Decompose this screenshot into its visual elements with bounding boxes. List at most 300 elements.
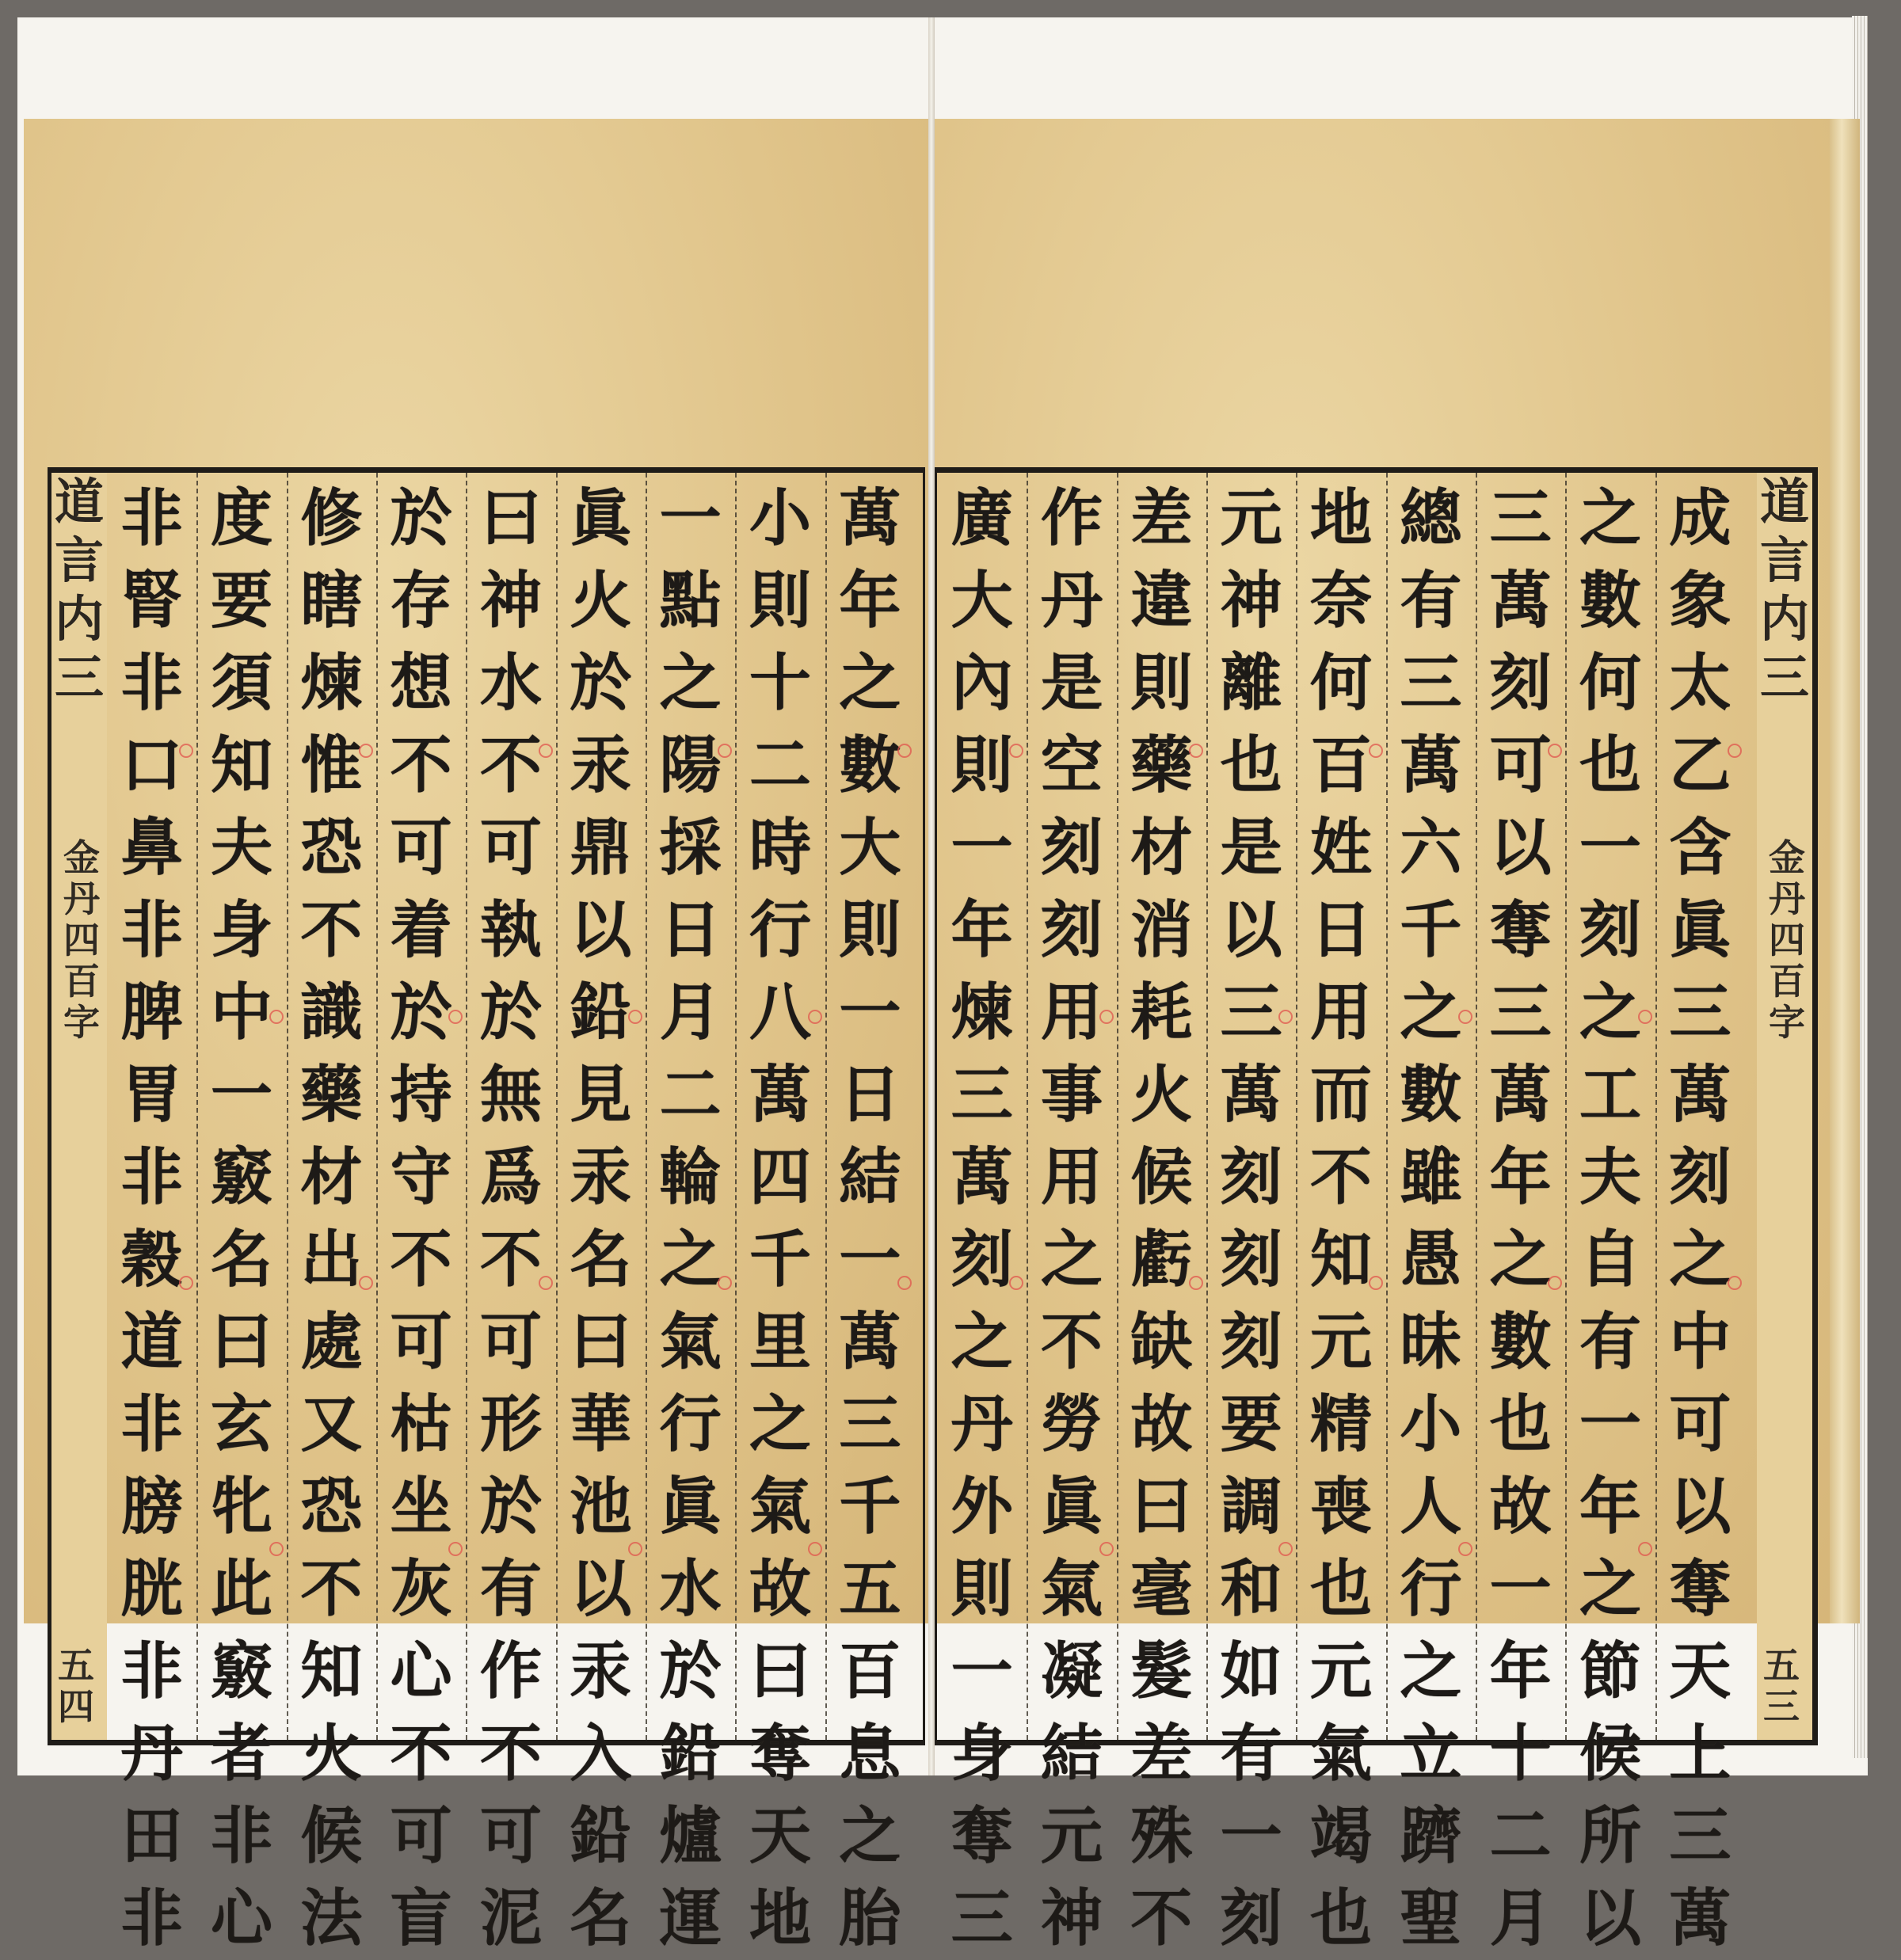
glyph: 二 [659,1059,722,1131]
glyph: 之 [1579,976,1641,1049]
glyph: 奪 [1669,1553,1731,1625]
glyph: 神 [1040,1882,1103,1954]
glyph: 喪 [1309,1471,1372,1543]
glyph: 心 [210,1882,272,1954]
glyph: 運 [659,1882,722,1954]
glyph: 地 [1309,482,1372,554]
glyph: 之 [950,1306,1013,1378]
right-section-label [1763,837,1811,1043]
glyph: 勞 [1040,1388,1103,1460]
section-char: 四 [63,919,100,961]
glyph: 輪 [659,1141,722,1213]
left-center-band [51,473,107,1740]
glyph: 神 [1220,565,1282,637]
glyph: 丹 [1040,565,1103,637]
glyph: 胃 [120,1059,183,1131]
banner-char: 三 [1760,649,1810,706]
glyph: 天 [1669,1635,1731,1707]
glyph: 眞 [1040,1471,1103,1543]
glyph: 藥 [1130,729,1193,801]
glyph: 六 [1400,812,1462,884]
glyph: 萬 [1489,565,1552,637]
glyph: 十 [1489,1718,1552,1790]
glyph: 可 [390,812,452,884]
column-rule [825,473,827,1740]
column-rule [1565,473,1567,1740]
glyph: 可 [479,1306,542,1378]
glyph: 曰 [1130,1471,1193,1543]
glyph: 持 [390,1059,452,1131]
glyph: 灰 [390,1553,452,1625]
glyph: 胎 [839,1882,901,1954]
glyph: 日 [1309,894,1372,966]
glyph: 不 [390,1224,452,1296]
glyph: 則 [839,894,901,966]
glyph: 天 [749,1800,811,1872]
column-rule [1117,473,1118,1740]
glyph: 採 [659,812,722,884]
glyph: 也 [1489,1388,1552,1460]
glyph: 着 [390,894,452,966]
glyph: 可 [390,1306,452,1378]
glyph: 事 [1040,1059,1103,1131]
glyph: 故 [1130,1388,1193,1460]
glyph: 度 [210,482,272,554]
banner-char: 内 [1760,590,1810,648]
red-punctuation-mark [359,744,373,758]
red-punctuation-mark [897,1276,912,1290]
red-punctuation-mark [539,744,553,758]
column-rule [376,473,378,1740]
glyph: 眞 [570,482,632,554]
glyph: 刻 [950,1224,1013,1296]
glyph: 元 [1040,1800,1103,1872]
glyph: 離 [1220,647,1282,719]
glyph: 刻 [1220,1882,1282,1954]
glyph: 要 [210,565,272,637]
red-punctuation-mark [897,744,912,758]
glyph: 於 [390,976,452,1049]
glyph: 非 [120,647,183,719]
glyph: 可 [390,1800,452,1872]
folio-number: 五三 [1763,1644,1800,1728]
glyph: 自 [1579,1224,1641,1296]
column-rule [1027,473,1028,1740]
glyph: 差 [1130,1718,1193,1790]
glyph: 丹 [120,1718,183,1790]
red-punctuation-mark [1728,1276,1742,1290]
glyph: 爲 [479,1141,542,1213]
red-punctuation-mark [1099,1010,1114,1024]
glyph: 之 [1669,1224,1731,1296]
glyph: 三 [1669,1800,1731,1872]
column-rule [735,473,737,1740]
glyph: 之 [1579,1553,1641,1625]
glyph: 氣 [1040,1553,1103,1625]
section-char: 丹 [1769,877,1805,920]
glyph: 行 [749,894,811,966]
glyph: 故 [1489,1471,1552,1543]
glyph: 鉛 [570,1800,632,1872]
glyph: 眞 [1669,894,1731,966]
right-center-band [1757,473,1812,1740]
book-spine [928,17,935,1775]
glyph: 不 [479,1718,542,1790]
glyph: 差 [1130,482,1193,554]
text-column [646,473,735,1954]
text-column [107,473,196,1954]
glyph: 萬 [1669,1882,1731,1954]
glyph: 作 [1040,482,1103,554]
glyph: 元 [1309,1635,1372,1707]
glyph: 於 [390,482,452,554]
glyph: 之 [1579,482,1641,554]
banner-char: 道 [1760,473,1810,531]
glyph: 大 [839,812,901,884]
glyph: 數 [839,729,901,801]
red-punctuation-mark [269,1010,284,1024]
glyph: 以 [570,894,632,966]
glyph: 聖 [1400,1882,1462,1954]
glyph: 則 [950,1553,1013,1625]
glyph: 不 [1040,1306,1103,1378]
glyph: 水 [659,1553,722,1625]
glyph: 脾 [120,976,183,1049]
glyph: 成 [1669,482,1731,554]
glyph: 三 [1669,976,1731,1049]
glyph: 二 [1489,1800,1552,1872]
red-punctuation-mark [269,1542,284,1556]
glyph: 煉 [300,647,363,719]
column-rule [287,473,288,1740]
glyph: 太 [1669,647,1731,719]
glyph: 身 [210,894,272,966]
glyph: 刻 [1040,812,1103,884]
red-punctuation-mark [1369,1276,1383,1290]
left-text-frame [48,467,925,1954]
glyph: 存 [390,565,452,637]
glyph: 候 [1579,1718,1641,1790]
glyph: 夫 [1579,1141,1641,1213]
glyph: 可 [479,812,542,884]
glyph: 可 [479,1800,542,1872]
glyph: 躋 [1400,1800,1462,1872]
right-printed-leaf [935,119,1830,1954]
glyph: 息 [839,1718,901,1790]
red-punctuation-mark [808,1542,822,1556]
glyph: 有 [479,1553,542,1625]
glyph: 數 [1579,565,1641,637]
glyph: 於 [659,1635,722,1707]
glyph: 之 [839,1800,901,1872]
banner-char: 言 [1760,531,1810,589]
glyph: 也 [1309,1553,1372,1625]
right-folio [1763,1644,1811,1728]
glyph: 者 [210,1718,272,1790]
column-rule [646,473,647,1740]
glyph: 刻 [1220,1224,1282,1296]
section-char: 金 [63,836,100,879]
glyph: 以 [570,1553,632,1625]
glyph: 萬 [1220,1059,1282,1131]
glyph: 曰 [210,1306,272,1378]
glyph: 外 [950,1471,1013,1543]
glyph: 三 [1400,647,1462,719]
glyph: 一 [950,812,1013,884]
right-banner-title [1761,473,1808,707]
glyph: 殊 [1130,1800,1193,1872]
glyph: 氣 [749,1471,811,1543]
left-banner-title [55,473,103,707]
glyph: 年 [1489,1635,1552,1707]
glyph: 膀 [120,1471,183,1543]
glyph: 不 [479,729,542,801]
glyph: 火 [570,565,632,637]
red-punctuation-mark [1189,1276,1203,1290]
section-char: 字 [63,1001,100,1044]
glyph: 萬 [1669,1059,1731,1131]
glyph: 何 [1579,647,1641,719]
column-rule [556,473,558,1740]
column-rule [466,473,467,1740]
glyph: 非 [120,482,183,554]
glyph: 有 [1400,565,1462,637]
glyph: 而 [1309,1059,1372,1131]
glyph: 鼻 [120,812,183,884]
glyph: 於 [570,647,632,719]
glyph: 惟 [300,729,363,801]
red-punctuation-mark [1458,1542,1472,1556]
glyph: 用 [1309,976,1372,1049]
red-punctuation-mark [359,1276,373,1290]
glyph: 虧 [1130,1224,1193,1296]
glyph: 人 [1400,1471,1462,1543]
glyph: 丹 [950,1388,1013,1460]
glyph: 節 [1579,1635,1641,1707]
glyph: 身 [950,1718,1013,1790]
glyph: 火 [1130,1059,1193,1131]
glyph: 不 [1130,1882,1193,1954]
glyph: 消 [1130,894,1193,966]
glyph: 之 [839,647,901,719]
glyph: 枯 [390,1388,452,1460]
glyph: 違 [1130,565,1193,637]
glyph: 三 [950,1059,1013,1131]
glyph: 夫 [210,812,272,884]
glyph: 名 [210,1224,272,1296]
glyph: 萬 [839,482,901,554]
glyph: 萬 [1489,1059,1552,1131]
glyph: 奪 [950,1800,1013,1872]
column-rule [1386,473,1388,1740]
glyph: 可 [1489,729,1552,801]
glyph: 鉛 [570,976,632,1049]
glyph: 非 [120,1141,183,1213]
glyph: 恐 [300,812,363,884]
glyph: 鉛 [659,1718,722,1790]
glyph: 上 [1669,1718,1731,1790]
section-char: 字 [1769,1001,1805,1044]
right-leaf-fold [1830,119,1860,1623]
column-rule [196,473,198,1740]
glyph: 又 [300,1388,363,1460]
glyph: 之 [1400,1635,1462,1707]
glyph: 鼎 [570,812,632,884]
glyph: 年 [1579,1471,1641,1543]
glyph: 道 [120,1306,183,1378]
glyph: 則 [950,729,1013,801]
glyph: 點 [659,565,722,637]
glyph: 結 [1040,1718,1103,1790]
glyph: 以 [1489,812,1552,884]
glyph: 候 [1130,1141,1193,1213]
glyph: 玄 [210,1388,272,1460]
text-column [825,473,915,1954]
glyph: 一 [839,976,901,1049]
glyph: 有 [1579,1306,1641,1378]
glyph: 材 [1130,812,1193,884]
glyph: 田 [120,1800,183,1872]
glyph: 胱 [120,1553,183,1625]
glyph: 竅 [210,1141,272,1213]
glyph: 要 [1220,1388,1282,1460]
glyph: 大 [950,565,1013,637]
glyph: 氣 [1309,1718,1372,1790]
glyph: 空 [1040,729,1103,801]
red-punctuation-mark [1099,1542,1114,1556]
glyph: 一 [950,1635,1013,1707]
glyph: 一 [659,482,722,554]
text-column [937,473,1027,1954]
glyph: 不 [300,1553,363,1625]
text-column [287,473,376,1954]
banner-char: 道 [55,473,105,531]
column-rule [1206,473,1208,1740]
glyph: 處 [300,1306,363,1378]
glyph: 想 [390,647,452,719]
banner-char: 内 [55,590,105,648]
glyph: 中 [210,976,272,1049]
glyph: 修 [300,482,363,554]
glyph: 小 [749,482,811,554]
glyph: 有 [1220,1718,1282,1790]
glyph: 廣 [950,482,1013,554]
red-punctuation-mark [628,1542,642,1556]
glyph: 三 [1220,976,1282,1049]
glyph: 數 [1400,1059,1462,1131]
red-punctuation-mark [539,1276,553,1290]
section-char: 丹 [63,877,100,920]
glyph: 立 [1400,1718,1462,1790]
glyph: 象 [1669,565,1731,637]
glyph: 非 [120,1388,183,1460]
glyph: 年 [950,894,1013,966]
glyph: 名 [570,1224,632,1296]
glyph: 藥 [300,1059,363,1131]
glyph: 之 [749,1388,811,1460]
glyph: 執 [479,894,542,966]
glyph: 爐 [659,1800,722,1872]
glyph: 出 [300,1224,363,1296]
glyph: 以 [1220,894,1282,966]
glyph: 非 [210,1800,272,1872]
glyph: 一 [210,1059,272,1131]
glyph: 泥 [479,1882,542,1954]
glyph: 三 [1489,482,1552,554]
glyph: 萬 [1400,729,1462,801]
glyph: 如 [1220,1635,1282,1707]
glyph: 知 [300,1635,363,1707]
glyph: 不 [1309,1141,1372,1213]
glyph: 識 [300,976,363,1049]
glyph: 可 [1669,1388,1731,1460]
glyph: 愚 [1400,1224,1462,1296]
glyph: 瞎 [300,565,363,637]
section-char: 四 [1769,919,1805,961]
glyph: 內 [950,647,1013,719]
glyph: 牝 [210,1471,272,1543]
glyph: 也 [1579,729,1641,801]
glyph: 姓 [1309,812,1372,884]
glyph: 里 [749,1306,811,1378]
glyph: 不 [390,729,452,801]
glyph: 是 [1040,647,1103,719]
glyph: 缺 [1130,1306,1193,1378]
glyph: 雖 [1400,1141,1462,1213]
glyph: 法 [300,1882,363,1954]
glyph: 非 [120,1635,183,1707]
glyph: 恐 [300,1471,363,1543]
glyph: 曰 [570,1306,632,1378]
glyph: 材 [300,1141,363,1213]
glyph: 華 [570,1388,632,1460]
glyph: 地 [749,1882,811,1954]
glyph: 候 [300,1800,363,1872]
text-column [1476,473,1565,1954]
glyph: 一 [839,1224,901,1296]
glyph: 以 [1669,1471,1731,1543]
glyph: 凝 [1040,1635,1103,1707]
glyph: 千 [749,1224,811,1296]
left-printed-leaf [24,119,928,1954]
glyph: 精 [1309,1388,1372,1460]
banner-char: 三 [55,649,105,706]
glyph: 名 [570,1882,632,1954]
glyph: 五 [839,1553,901,1625]
glyph: 昧 [1400,1306,1462,1378]
glyph: 中 [1669,1306,1731,1378]
glyph: 氣 [659,1306,722,1378]
glyph: 用 [1040,1141,1103,1213]
glyph: 時 [749,812,811,884]
glyph: 心 [390,1635,452,1707]
glyph: 百 [1309,729,1372,801]
glyph: 月 [659,976,722,1049]
glyph: 八 [749,976,811,1049]
section-char: 百 [63,960,100,1003]
glyph: 不 [479,1224,542,1296]
glyph: 於 [479,1471,542,1543]
red-punctuation-mark [628,1010,642,1024]
glyph: 穀 [120,1224,183,1296]
glyph: 月 [1489,1882,1552,1954]
glyph: 刻 [1220,1141,1282,1213]
glyph: 元 [1220,482,1282,554]
glyph: 以 [1579,1882,1641,1954]
red-punctuation-mark [1638,1542,1652,1556]
glyph: 之 [659,1224,722,1296]
right-text-frame [935,467,1818,1954]
